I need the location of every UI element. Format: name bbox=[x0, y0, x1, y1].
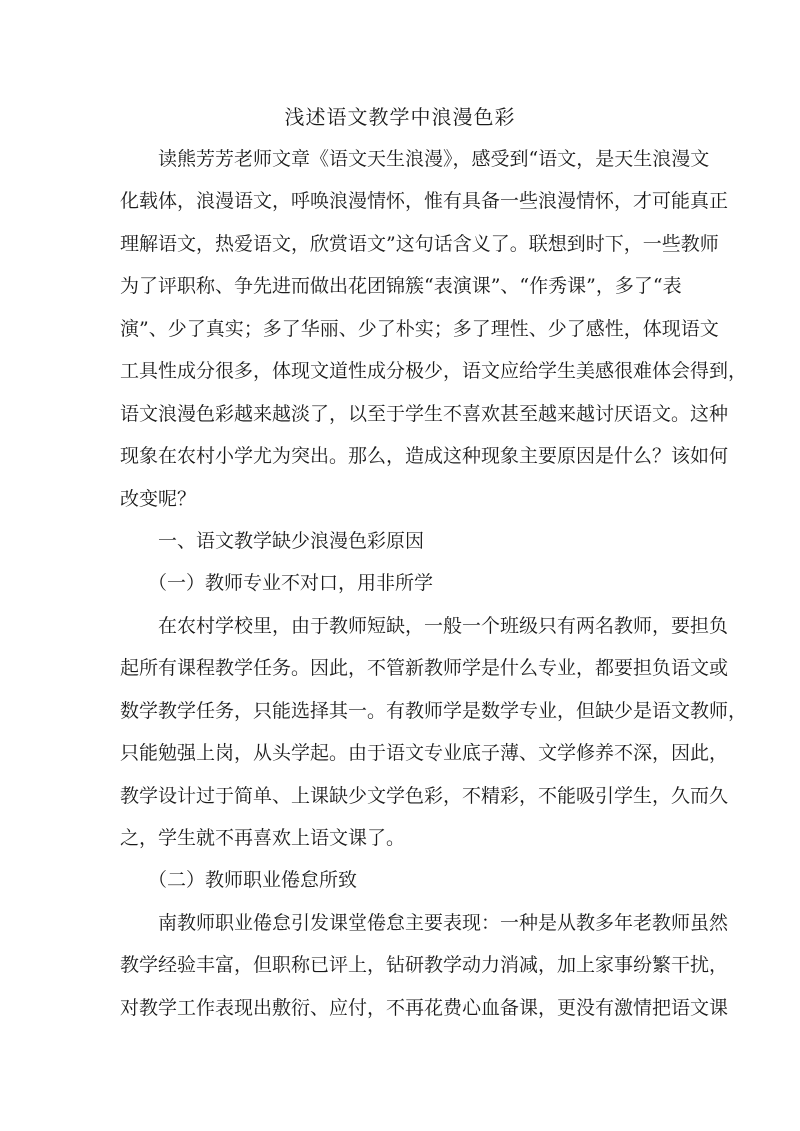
subsection-heading: （一）教师专业不对口，用非所学 bbox=[148, 572, 434, 594]
paragraph-line: 现象在农村小学尤为突出。那么，造成这种现象主要原因是什么？该如何 bbox=[120, 445, 729, 467]
section-heading: 一、语文教学缺少浪漫色彩原因 bbox=[158, 530, 425, 552]
paragraph-line: 对教学工作表现出敷衍、应付，不再花费心血备课，更没有激情把语文课 bbox=[120, 997, 729, 1019]
document-title: 浅述语文教学中浪漫色彩 bbox=[284, 105, 516, 129]
paragraph-line: 在农村学校里，由于教师短缺，一般一个班级只有两名教师，要担负 bbox=[158, 615, 729, 637]
paragraph-line: 为了评职称、争先进而做出花团锦簇“表演课”、“作秀课”，多了“表 bbox=[120, 275, 682, 297]
subsection-heading: （二）教师职业倦怠所致 bbox=[148, 869, 358, 891]
paragraph-line: 化载体，浪漫语文，呼唤浪漫情怀，惟有具备一些浪漫情怀，才可能真正 bbox=[120, 190, 729, 212]
paragraph-line: 工具性成分很多，体现文道性成分极少，语文应给学生美感很难体会得到， bbox=[120, 360, 748, 382]
paragraph-line: 南教师职业倦怠引发课堂倦怠主要表现：一种是从教多年老教师虽然 bbox=[158, 912, 729, 934]
paragraph-line: 改变呢？ bbox=[120, 488, 197, 510]
paragraph-line: 教学经验丰富，但职称已评上，钻研教学动力消减，加上家事纷繁干扰， bbox=[120, 954, 729, 976]
paragraph-line: 理解语文，热爱语文，欣赏语文”这句话含义了。联想到时下，一些教师 bbox=[120, 233, 719, 255]
paragraph-line: 教学设计过于简单、上课缺少文学色彩，不精彩，不能吸引学生，久而久 bbox=[120, 785, 729, 807]
paragraph-line: 之，学生就不再喜欢上语文课了。 bbox=[120, 827, 406, 849]
paragraph-line: 起所有课程教学任务。因此，不管新教师学是什么专业，都要担负语文或 bbox=[120, 657, 729, 679]
paragraph-line: 语文浪漫色彩越来越淡了，以至于学生不喜欢甚至越来越讨厌语文。这种 bbox=[120, 403, 729, 425]
paragraph-line: 只能勉强上岗，从头学起。由于语文专业底子薄、文学修养不深，因此， bbox=[120, 742, 729, 764]
paragraph-line: 数学教学任务，只能选择其一。有教师学是数学专业，但缺少是语文教师， bbox=[120, 700, 748, 722]
paragraph-line: 读熊芳芳老师文章《语文天生浪漫》，感受到“语文，是天生浪漫文 bbox=[158, 148, 710, 170]
paragraph-line: 演”、少了真实；多了华丽、少了朴实；多了理性、少了感性，体现语文 bbox=[120, 318, 719, 340]
